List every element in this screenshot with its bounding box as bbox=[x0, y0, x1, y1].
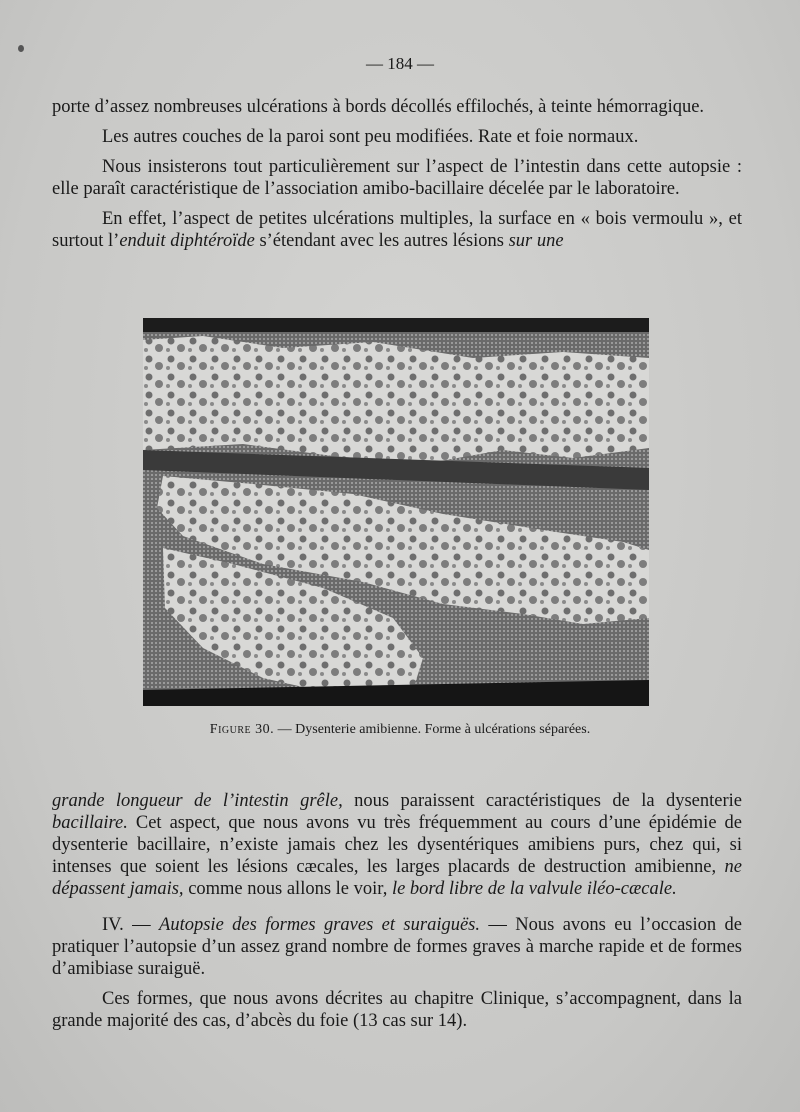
page-number: — 184 — bbox=[366, 54, 434, 73]
italic-run: le bord libre de la valvule iléo-cæcale. bbox=[391, 879, 677, 899]
text-block-top bbox=[52, 96, 742, 252]
text-run: nous paraissent caractéristiques de la dysenterie bbox=[342, 791, 742, 811]
paragraph: Nous insisterons tout particulièrement sur l’aspect de l’intestin dans cette autopsie : elle paraît caractéristique de l’association amibo-bacillaire décelée par le laboratoire. bbox=[52, 157, 742, 199]
italic-run: enduit diphtéroïde bbox=[119, 231, 255, 251]
italic-run: ne dépassent jamais, bbox=[52, 857, 742, 899]
italic-run: sur une bbox=[508, 231, 564, 251]
figure-caption bbox=[0, 722, 800, 738]
paragraph bbox=[52, 914, 742, 980]
text-run: En effet, l’aspect de petites ulcérations multiples, la surface en « bois vermoulu », et surtout l’ bbox=[52, 209, 742, 251]
text-run: comme nous allons le voir, bbox=[183, 879, 392, 899]
ink-spot bbox=[18, 45, 24, 52]
text-run: Cet aspect, que nous avons vu très fréquemment au cours d’une épidémie de dysenterie bacillaire, n’existe jamais chez les dysentériques amibiens purs, chez qui, si intenses que soient les lésions cæcales, les larges placards de destruction amibienne, bbox=[52, 813, 742, 877]
figure-label: Figure 30. bbox=[209, 722, 275, 737]
text-run: s’étendant avec les autres lésions bbox=[254, 231, 509, 251]
paragraph bbox=[52, 208, 742, 252]
paragraph: Ces formes, que nous avons décrites au chapitre Clinique, s’accompagnent, dans la grande majorité des cas, d’abcès du foie (13 cas sur 14). bbox=[52, 989, 742, 1031]
paragraph: Les autres couches de la paroi sont peu modifiées. Rate et foie normaux. bbox=[102, 127, 639, 147]
intestine-photo bbox=[143, 318, 649, 706]
paragraph: porte d’assez nombreuses ulcérations à bords décollés effilochés, à teinte hémorragique. bbox=[52, 97, 705, 117]
caption-text: — Dysenterie amibienne. Forme à ulcérations séparées. bbox=[274, 722, 591, 737]
italic-run: grande longueur de l’intestin grêle, bbox=[52, 791, 343, 811]
italic-run: Autopsie des formes graves et suraiguës. bbox=[159, 915, 480, 935]
figure-photograph bbox=[143, 318, 649, 706]
paragraph bbox=[52, 790, 742, 900]
text-run: IV. — bbox=[102, 915, 160, 935]
italic-run: bacillaire. bbox=[52, 813, 128, 833]
text-run: — Nous avons eu l’occasion de pratiquer l’autopsie d’un assez grand nombre de formes graves à marche rapide et de formes d’amibiase suraiguë. bbox=[52, 915, 742, 979]
text-block-bottom bbox=[52, 790, 742, 1032]
